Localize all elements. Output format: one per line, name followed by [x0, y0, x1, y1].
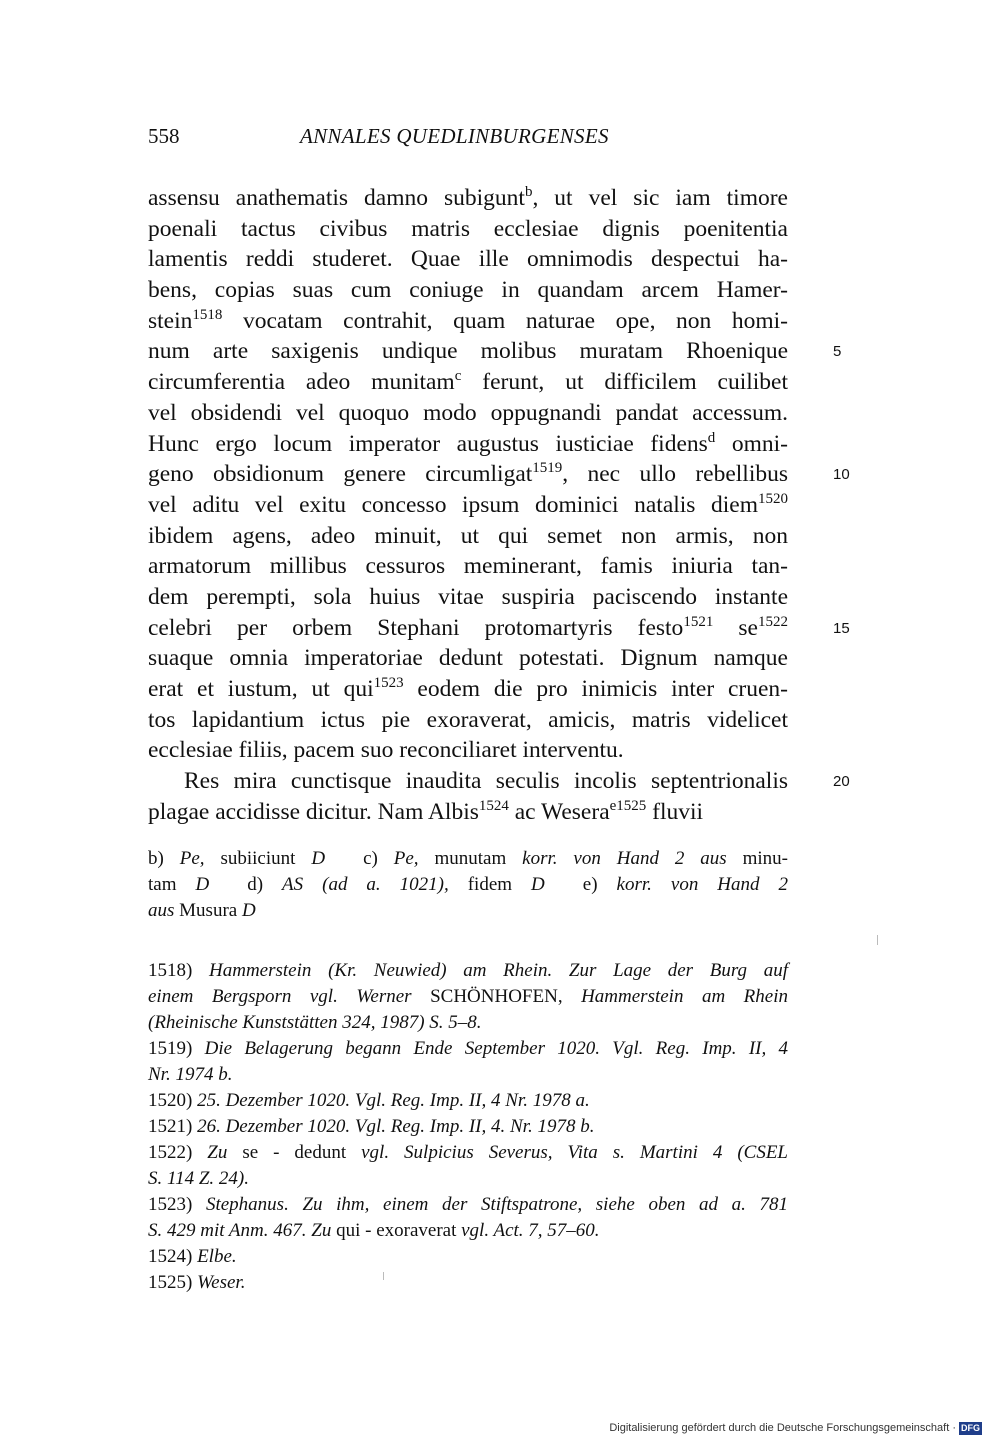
text-run: 1519)	[148, 1038, 205, 1059]
footnote-line	[148, 1062, 788, 1088]
text-line	[148, 766, 788, 797]
footnote-line	[148, 1140, 788, 1166]
text-line	[148, 735, 788, 766]
italic-run: Hammerstein (Kr. Neuwied) am Rhein. Zur Lage der Burg auf	[209, 960, 789, 981]
scan-mark	[383, 1272, 384, 1280]
text-run: fidem	[448, 874, 532, 895]
critical-apparatus	[148, 846, 788, 924]
italic-run: Zu	[207, 1142, 228, 1163]
text-run: 1521)	[148, 1116, 198, 1137]
text-run: bens, copias suas cum coniuge in quandam arcem Hamer-	[148, 277, 788, 304]
italic-run: Hammerstein am Rhein	[581, 986, 788, 1007]
text-line	[148, 705, 788, 736]
main-text	[148, 183, 788, 827]
text-line	[148, 797, 788, 828]
text-line	[148, 336, 788, 367]
italic-run: D	[241, 900, 256, 921]
italic-run: korr. von Hand 2	[616, 874, 788, 895]
text-line	[148, 214, 788, 245]
text-run: se - dedunt	[227, 1142, 362, 1163]
text-run: Musura	[174, 900, 242, 921]
text-line	[148, 367, 788, 398]
footnote-marker: 1518	[192, 306, 223, 323]
text-run: subiiciunt	[204, 848, 312, 869]
line-number: 15	[833, 620, 850, 637]
footnote-line	[148, 1270, 788, 1296]
text-run: vel obsidendi vel quoquo modo oppugnandi pandat accessum.	[148, 399, 788, 426]
text-run: 1523)	[148, 1194, 206, 1215]
footnote-marker: 1524	[478, 797, 509, 814]
text-line	[148, 551, 788, 582]
text-run: minu-	[726, 848, 788, 869]
text-line	[148, 459, 788, 490]
footnote-line	[148, 872, 788, 898]
italic-run: Stephanus. Zu ihm, einem der Stiftspatrone, siehe oben ad a. 781	[205, 1194, 789, 1215]
credit-text: Digitalisierung gefördert durch die Deutsche Forschungsgemeinschaft ·	[609, 1422, 956, 1434]
footnote-line	[148, 958, 788, 984]
text-line	[148, 306, 788, 337]
text-line	[148, 613, 788, 644]
italic-run: 25. Dezember 1020. Vgl. Reg. Imp. II, 4 Nr. 1978 a.	[197, 1090, 590, 1111]
footnote-marker: 1521	[683, 613, 714, 630]
text-run: 1522)	[148, 1142, 208, 1163]
page-header	[148, 124, 788, 154]
footnote-marker: 1519	[532, 460, 563, 477]
text-run: num arte saxigenis undique molibus muratam Rhoenique	[148, 338, 788, 365]
italic-run: D	[311, 848, 326, 869]
text-run: assensu anathematis damno subigunt	[148, 185, 525, 211]
footnote-marker: 1522	[758, 613, 788, 630]
text-run: SCHÖNHOFEN,	[411, 986, 582, 1007]
footnote-line	[148, 1192, 788, 1218]
text-run: se	[713, 614, 758, 641]
text-run: , ut vel sic iam timore	[532, 185, 788, 211]
footnote-line	[148, 1036, 788, 1062]
italic-run: AS (ad a. 1021),	[282, 874, 449, 895]
text-run: ecclesiae filiis, pacem suo reconciliaret interventu.	[148, 737, 624, 764]
text-run: Hunc ergo locum imperator augustus iusticiae fidens	[148, 430, 708, 457]
running-title: ANNALES QUEDLINBURGENSES	[300, 124, 609, 148]
italic-run: vgl. Act. 7, 57–60.	[461, 1220, 600, 1241]
text-line	[148, 582, 788, 613]
line-number: 10	[833, 466, 850, 483]
italic-run: Pe,	[179, 848, 205, 869]
footnote-marker: b	[524, 184, 533, 200]
italic-run: 26. Dezember 1020. Vgl. Reg. Imp. II, 4. Nr. 1978 b.	[197, 1116, 595, 1137]
footnote-marker: e1525	[609, 797, 647, 814]
text-run: vocatam contrahit, quam naturae ope, non homi-	[222, 307, 788, 334]
italic-run: einem Bergsporn vgl. Werner	[148, 986, 412, 1007]
text-run: tos lapidantium ictus pie exoraverat, amicis, matris videlicet	[148, 706, 788, 733]
text-run: 1520)	[148, 1090, 198, 1111]
text-run: armatorum millibus cessuros meminerant, famis iniuria tan-	[148, 553, 788, 580]
text-line	[148, 490, 788, 521]
italic-run: S. 429 mit Anm. 467. Zu	[148, 1220, 332, 1241]
page-number: 558	[148, 124, 180, 148]
text-run: d)	[209, 874, 283, 895]
italic-run: Die Belagerung begann Ende September 1020. Vgl. Reg. Imp. II, 4	[204, 1038, 788, 1059]
text-run: qui - exoraverat	[331, 1220, 462, 1241]
text-run: c)	[325, 848, 394, 869]
text-run: eodem die pro inimicis inter cruen-	[403, 676, 788, 702]
footnote-marker: 1520	[758, 490, 788, 507]
italic-run: aus	[148, 900, 175, 921]
text-line	[148, 398, 788, 429]
text-run: lamentis reddi studeret. Quae ille omnimodis despectui ha-	[148, 246, 788, 273]
text-run: stein	[148, 307, 193, 334]
text-run: , nec ullo rebellibus	[562, 461, 789, 488]
footnote-line	[148, 1218, 788, 1244]
italic-run: Weser.	[197, 1272, 246, 1293]
dfg-logo: DFG	[961, 1422, 980, 1433]
text-run: tam	[148, 874, 196, 895]
text-run: vel aditu vel exitu concesso ipsum dominici natalis diem	[148, 491, 758, 518]
text-line	[148, 183, 788, 214]
text-run: plagae accidisse dicitur. Nam Albis	[148, 798, 479, 825]
text-run: 1525)	[148, 1272, 198, 1293]
footnote-line	[148, 1010, 788, 1036]
text-run: suaque omnia imperatoriae dedunt potestati. Dignum namque	[148, 645, 788, 672]
text-run: b)	[148, 848, 180, 869]
text-run: ferunt, ut difficilem cuilibet	[461, 369, 788, 396]
text-run: poenali tactus civibus matris ecclesiae dignis poenitentia	[148, 215, 788, 242]
footnote-line	[148, 1114, 788, 1140]
italic-run: D	[531, 874, 545, 895]
text-run: celebri per orbem Stephani protomartyris festo	[148, 614, 684, 641]
footnote-line	[148, 1244, 788, 1270]
footnote-line	[148, 984, 788, 1010]
text-run: Res mira cunctisque inaudita seculis incolis septentrionalis	[184, 768, 788, 795]
line-number: 5	[833, 343, 842, 360]
text-run: dem perempti, sola huius vitae suspiria paciscendo instante	[148, 583, 788, 610]
text-run: munutam	[418, 848, 523, 869]
text-line	[148, 521, 788, 552]
footnote-line	[148, 898, 788, 924]
text-line	[148, 643, 788, 674]
text-line	[148, 429, 788, 460]
footnote-marker: 1523	[373, 675, 404, 691]
footnote-line	[148, 1088, 788, 1114]
text-run: ac Wesera	[508, 798, 610, 825]
italic-run: D	[195, 874, 210, 895]
text-line	[148, 275, 788, 306]
text-run: 1518)	[148, 960, 210, 981]
italic-run: Nr. 1974 b.	[148, 1064, 233, 1085]
commentary-footnotes	[148, 958, 788, 1296]
italic-run: vgl. Sulpicius Severus, Vita s. Martini 4 (CSEL	[361, 1142, 788, 1163]
text-run: geno obsidionum genere circumligat	[148, 461, 533, 488]
footnote-line	[148, 1166, 788, 1192]
text-run: circumferentia adeo munitam	[148, 369, 455, 396]
footnote-line	[148, 846, 788, 872]
text-run: e)	[544, 874, 617, 895]
line-number: 20	[833, 773, 850, 790]
text-line	[148, 244, 788, 275]
text-run: 1524)	[148, 1246, 198, 1267]
text-run: fluvii	[646, 798, 704, 825]
italic-run: Pe,	[393, 848, 419, 869]
text-run: ibidem agens, adeo minuit, ut qui semet non armis, non	[148, 522, 788, 549]
text-run: omni-	[715, 430, 788, 457]
italic-run: S. 114 Z. 24).	[148, 1168, 249, 1189]
italic-run: (Rheinische Kunststätten 324, 1987) S. 5–8.	[148, 1012, 482, 1033]
italic-run: Elbe.	[197, 1246, 237, 1267]
footnote-marker: c	[454, 368, 462, 385]
text-line	[148, 674, 788, 705]
text-run: erat et iustum, ut qui	[148, 676, 374, 702]
footnote-marker: d	[707, 429, 716, 446]
scan-mark	[877, 935, 878, 945]
digitization-credit	[609, 1421, 982, 1435]
italic-run: korr. von Hand 2 aus	[522, 848, 727, 869]
